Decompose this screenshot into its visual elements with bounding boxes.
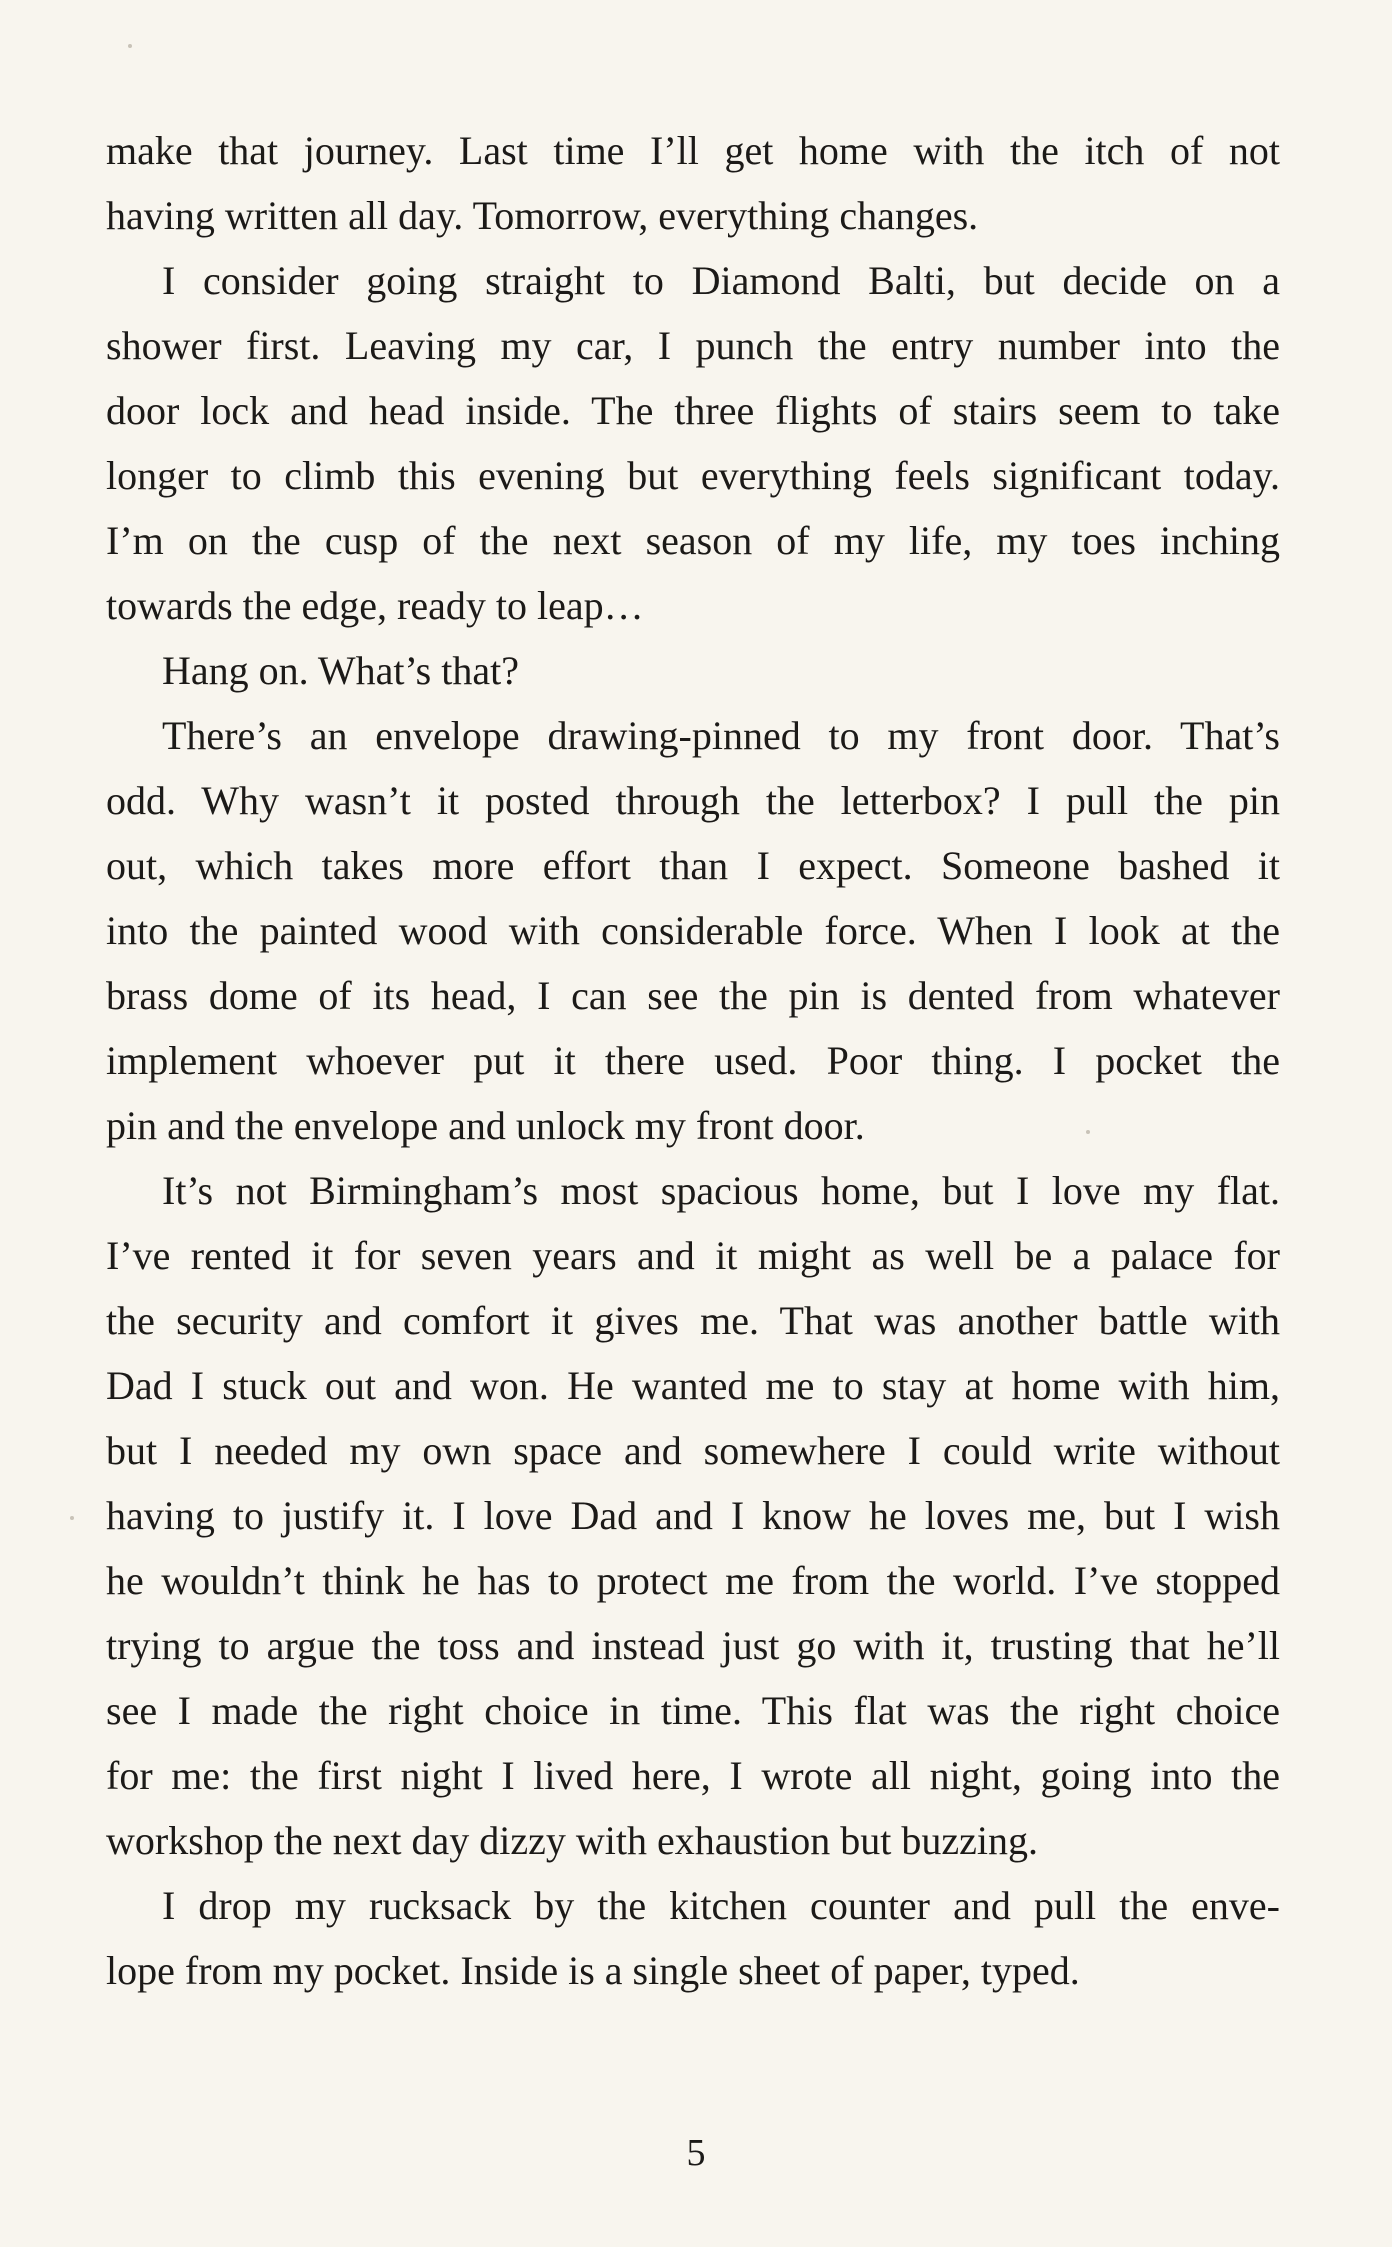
text-line: I’m on the cusp of the next season of my life, my toes inching — [106, 518, 1280, 563]
body-text — [106, 118, 1280, 2003]
text-line: odd. Why wasn’t it posted through the letterbox? I pull the pin — [106, 778, 1280, 823]
text-line: Hang on. What’s that? — [162, 648, 519, 693]
text-line: I’ve rented it for seven years and it might as well be a palace for — [106, 1233, 1280, 1278]
text-line: but I needed my own space and somewhere I could write without — [106, 1428, 1280, 1473]
text-line: It’s not Birmingham’s most spacious home, but I love my flat. — [162, 1168, 1280, 1213]
text-line: trying to argue the toss and instead just go with it, trusting that he’ll — [106, 1623, 1280, 1668]
text-line: pin and the envelope and unlock my front door. — [106, 1103, 865, 1148]
text-line: door lock and head inside. The three flights of stairs seem to take — [106, 388, 1280, 433]
text-line: having to justify it. I love Dad and I know he loves me, but I wish — [106, 1493, 1280, 1538]
text-line: longer to climb this evening but everything feels significant today. — [106, 453, 1280, 498]
text-line: he wouldn’t think he has to protect me from the world. I’ve stopped — [106, 1558, 1280, 1603]
text-line: I consider going straight to Diamond Balti, but decide on a — [162, 258, 1280, 303]
text-line: lope from my pocket. Inside is a single sheet of paper, typed. — [106, 1948, 1080, 1993]
paper-speck — [70, 1516, 74, 1520]
text-line: see I made the right choice in time. This flat was the right choice — [106, 1688, 1280, 1733]
page-number: 5 — [686, 2132, 706, 2174]
text-line: for me: the first night I lived here, I wrote all night, going into the — [106, 1753, 1280, 1798]
text-line: having written all day. Tomorrow, everything changes. — [106, 193, 979, 238]
text-line: brass dome of its head, I can see the pin is dented from whatever — [106, 973, 1280, 1018]
text-line: There’s an envelope drawing-pinned to my front door. That’s — [162, 713, 1280, 758]
text-line: workshop the next day dizzy with exhaustion but buzzing. — [106, 1818, 1039, 1863]
text-line: into the painted wood with considerable force. When I look at the — [106, 908, 1280, 953]
paper-speck — [128, 44, 132, 48]
text-line: Dad I stuck out and won. He wanted me to stay at home with him, — [106, 1363, 1280, 1408]
text-line: I drop my rucksack by the kitchen counter and pull the enve- — [162, 1883, 1280, 1928]
text-line: towards the edge, ready to leap… — [106, 583, 644, 628]
text-line: implement whoever put it there used. Poor thing. I pocket the — [106, 1038, 1280, 1083]
text-line: out, which takes more effort than I expect. Someone bashed it — [106, 843, 1280, 888]
text-line: shower first. Leaving my car, I punch the entry number into the — [106, 323, 1280, 368]
text-line: make that journey. Last time I’ll get home with the itch of not — [106, 128, 1280, 173]
text-line: the security and comfort it gives me. That was another battle with — [106, 1298, 1280, 1343]
